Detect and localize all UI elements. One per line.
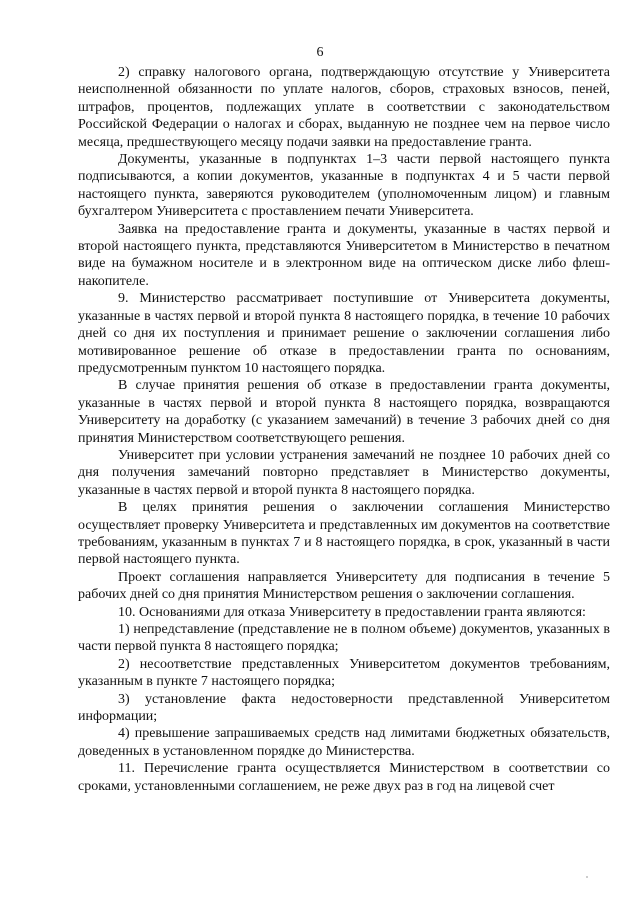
paragraph-draft-agreement: Проект соглашения направляется Университету для подписания в течение 5 рабочих дней со дня принятия Министерством решения о заключении соглашения. — [78, 569, 610, 603]
paragraph-tax-certificate: 2) справку налогового органа, подтверждающую отсутствие у Университета неисполненной обязанности по уплате налогов, сборов, страховых взносов, пеней, штрафов, процентов, подлежащих уплате в соответствии с законодательством Российской Федерации о налогах и сборах, выданную не позднее чем на первое число месяца, предшествующего месяцу подачи заявки на предоставление гранта. — [78, 65, 610, 150]
paragraph-resubmission: Университет при условии устранения замечаний не позднее 10 рабочих дней со дня получения замечаний повторно представляет в Министерство документы, указанные в частях первой и второй пункта 8 настоящего порядка. — [78, 447, 610, 498]
paragraph-item-10: 10. Основаниями для отказа Университету в предоставлении гранта являются: — [118, 604, 586, 620]
paragraph-item-11: 11. Перечисление гранта осуществляется Министерством в соответствии со сроками, установленными соглашением, не реже двух раз в год на лицевой счет — [78, 761, 610, 794]
document-body — [78, 64, 610, 795]
scan-artifact — [586, 876, 588, 878]
paragraph-item-9: 9. Министерство рассматривает поступившие от Университета документы, указанные в частях первой и второй пункта 8 настоящего порядка, в течение 10 рабочих дней со дня их поступления и принимает решение о заключении соглашения либо мотивированное решение об отказе в предоставлении гранта по основаниям, предусмотренным пунктом 10 настоящего порядка. — [78, 291, 610, 376]
paragraph-verification: В целях принятия решения о заключении соглашения Министерство осуществляет проверку Университета и представленных им документов на соответствие требованиям, указанным в пунктах 7 и 8 настоящего порядка, в срок, указанный в части первой настоящего пункта. — [78, 500, 610, 568]
paragraph-document-signing: Документы, указанные в подпунктах 1–3 части первой настоящего пункта подписываются, а копии документов, указанные в подпунктах 4 и 5 части первой настоящего пункта, заверяются руководителем (уполномоченным лицом) и главным бухгалтером Университета с проставлением печати Университета. — [78, 152, 610, 220]
list-item-refusal-2: 2) несоответствие представленных Университетом документов требованиям, указанным в пункте 7 настоящего порядка; — [78, 656, 610, 690]
paragraph-application-submission: Заявка на предоставление гранта и документы, указанные в частях первой и второй настоящего пункта, представляются Университетом в Министерство в печатном виде на бумажном носителе и в электронном виде на оптическом диске либо флеш-накопителе. — [78, 221, 610, 289]
list-item-refusal-3: 3) установление факта недостоверности представленной Университетом информации; — [78, 691, 610, 725]
list-item-refusal-4: 4) превышение запрашиваемых средств над лимитами бюджетных обязательств, доведенных в установленном порядке до Министерства. — [78, 726, 610, 759]
page-number: 6 — [316, 45, 324, 60]
list-item-refusal-1: 1) непредставление (представление не в полном объеме) документов, указанных в части первой пункта 8 настоящего порядка; — [78, 622, 610, 655]
paragraph-refusal-return: В случае принятия решения об отказе в предоставлении гранта документы, указанные в частях первой и второй пункта 8 настоящего порядка, возвращаются Университету на доработку (с указанием замечаний) в течение 3 рабочих дней со дня принятия Министерством соответствующего решения. — [78, 378, 610, 446]
